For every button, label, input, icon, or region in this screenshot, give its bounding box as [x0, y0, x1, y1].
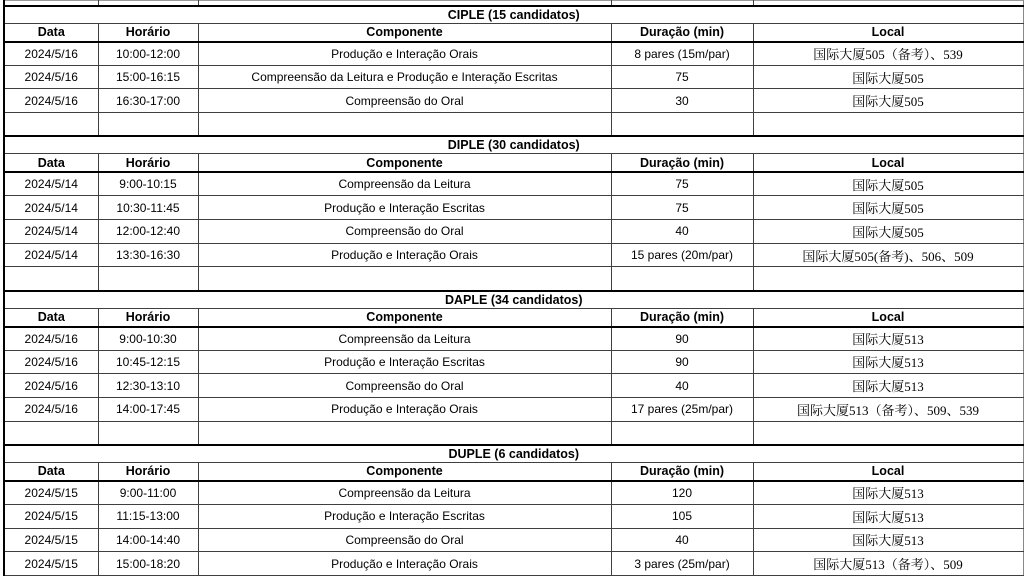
- cell-data: [4, 267, 98, 291]
- cell-horario: 12:00-12:40: [98, 220, 198, 244]
- section-title: DIPLE (30 candidatos): [4, 136, 1023, 153]
- cell-horario: [98, 267, 198, 291]
- column-header-horario: Horário: [98, 23, 198, 42]
- cell-data: 2024/5/16: [4, 327, 98, 351]
- cell-data: 2024/5/14: [4, 220, 98, 244]
- column-header-local: Local: [753, 462, 1023, 481]
- column-header-data: Data: [4, 308, 98, 327]
- column-header-componente: Componente: [198, 154, 611, 173]
- section-title: CIPLE (15 candidatos): [4, 6, 1023, 23]
- cell-local: 国际大厦513: [753, 481, 1023, 505]
- cell-componente: Compreensão do Oral: [198, 89, 611, 113]
- table-row: [4, 65, 1023, 89]
- cell-horario: 9:00-11:00: [98, 481, 198, 505]
- cell-componente: Produção e Interação Orais: [198, 552, 611, 576]
- cell-data: 2024/5/16: [4, 374, 98, 398]
- cell-local: 国际大厦505: [753, 220, 1023, 244]
- cell-componente: Compreensão do Oral: [198, 220, 611, 244]
- cell-duracao: 3 pares (25m/par): [611, 552, 753, 576]
- table-row: [4, 397, 1023, 421]
- cell-componente: Compreensão da Leitura: [198, 481, 611, 505]
- cell-duracao: 75: [611, 65, 753, 89]
- cell-duracao: 30: [611, 89, 753, 113]
- cell-duracao: 40: [611, 220, 753, 244]
- column-header-local: Local: [753, 23, 1023, 42]
- header-row: [4, 23, 1023, 42]
- table-row: [4, 113, 1023, 137]
- cell-componente: Compreensão do Oral: [198, 374, 611, 398]
- cell-horario: 13:30-16:30: [98, 243, 198, 267]
- cell-duracao: 40: [611, 528, 753, 552]
- cell-local: 国际大厦513（备考）、509: [753, 552, 1023, 576]
- cell-duracao: 105: [611, 504, 753, 528]
- column-header-local: Local: [753, 154, 1023, 173]
- cell-componente: Compreensão do Oral: [198, 528, 611, 552]
- cell-local: 国际大厦513: [753, 327, 1023, 351]
- cell-duracao: 120: [611, 481, 753, 505]
- table-row: [4, 196, 1023, 220]
- table-row: [4, 172, 1023, 196]
- section-title-row: [4, 445, 1023, 462]
- cell-horario: 15:00-16:15: [98, 65, 198, 89]
- table-row: [4, 421, 1023, 445]
- cell-duracao: [611, 267, 753, 291]
- section-title: DAPLE (34 candidatos): [4, 291, 1023, 308]
- cell-componente: Produção e Interação Orais: [198, 243, 611, 267]
- table-row: [4, 89, 1023, 113]
- cell-data: 2024/5/15: [4, 481, 98, 505]
- column-header-duracao: Duração (min): [611, 308, 753, 327]
- cell-local: 国际大厦513: [753, 504, 1023, 528]
- cell-local: 国际大厦513: [753, 528, 1023, 552]
- column-header-data: Data: [4, 462, 98, 481]
- cell-local: 国际大厦513（备考）、509、539: [753, 397, 1023, 421]
- column-header-horario: Horário: [98, 154, 198, 173]
- cell-horario: 11:15-13:00: [98, 504, 198, 528]
- section-title-row: [4, 136, 1023, 153]
- cell-local: 国际大厦505(备考)、506、509: [753, 243, 1023, 267]
- cell-duracao: 75: [611, 196, 753, 220]
- cell-componente: [198, 421, 611, 445]
- cell-local: [753, 113, 1023, 137]
- column-header-duracao: Duração (min): [611, 23, 753, 42]
- cell-local: 国际大厦513: [753, 350, 1023, 374]
- cell-duracao: 8 pares (15m/par): [611, 42, 753, 66]
- cell-data: 2024/5/15: [4, 552, 98, 576]
- cell-componente: [198, 113, 611, 137]
- table-row: [4, 267, 1023, 291]
- exam-schedule-table: [3, 0, 1024, 576]
- column-header-componente: Componente: [198, 308, 611, 327]
- cell-duracao: 90: [611, 327, 753, 351]
- cell-duracao: 15 pares (20m/par): [611, 243, 753, 267]
- header-row: [4, 154, 1023, 173]
- cell-data: 2024/5/14: [4, 243, 98, 267]
- section-title-row: [4, 6, 1023, 23]
- table-row: [4, 504, 1023, 528]
- cell-duracao: 40: [611, 374, 753, 398]
- cell-componente: Compreensão da Leitura: [198, 327, 611, 351]
- cell-data: [4, 421, 98, 445]
- section-title: DUPLE (6 candidatos): [4, 445, 1023, 462]
- header-row: [4, 308, 1023, 327]
- cell-horario: [98, 113, 198, 137]
- table-row: [4, 243, 1023, 267]
- cell-componente: Produção e Interação Escritas: [198, 504, 611, 528]
- table-row: [4, 528, 1023, 552]
- header-row: [4, 462, 1023, 481]
- cell-data: 2024/5/15: [4, 528, 98, 552]
- table-row: [4, 220, 1023, 244]
- column-header-duracao: Duração (min): [611, 154, 753, 173]
- column-header-data: Data: [4, 23, 98, 42]
- table-row: [4, 374, 1023, 398]
- column-header-componente: Componente: [198, 23, 611, 42]
- cell-data: 2024/5/14: [4, 172, 98, 196]
- cell-horario: 14:00-14:40: [98, 528, 198, 552]
- cell-duracao: [611, 421, 753, 445]
- cell-data: 2024/5/14: [4, 196, 98, 220]
- cell-local: 国际大厦513: [753, 374, 1023, 398]
- cell-horario: 10:00-12:00: [98, 42, 198, 66]
- table-row: [4, 42, 1023, 66]
- table-row: [4, 552, 1023, 576]
- cell-local: 国际大厦505: [753, 65, 1023, 89]
- cell-horario: 9:00-10:30: [98, 327, 198, 351]
- section-title-row: [4, 291, 1023, 308]
- cell-horario: [98, 421, 198, 445]
- cell-componente: Compreensão da Leitura e Produção e Interação Escritas: [198, 65, 611, 89]
- cell-local: [753, 421, 1023, 445]
- cell-data: 2024/5/16: [4, 89, 98, 113]
- cell-local: 国际大厦505: [753, 196, 1023, 220]
- cell-horario: 10:45-12:15: [98, 350, 198, 374]
- cell-data: 2024/5/16: [4, 65, 98, 89]
- cell-duracao: 90: [611, 350, 753, 374]
- column-header-horario: Horário: [98, 308, 198, 327]
- cell-horario: 12:30-13:10: [98, 374, 198, 398]
- cell-data: 2024/5/16: [4, 350, 98, 374]
- column-header-local: Local: [753, 308, 1023, 327]
- cell-horario: 14:00-17:45: [98, 397, 198, 421]
- cell-local: 国际大厦505（备考）、539: [753, 42, 1023, 66]
- cell-horario: 16:30-17:00: [98, 89, 198, 113]
- schedule-table-body: [4, 1, 1023, 576]
- cell-componente: Produção e Interação Escritas: [198, 196, 611, 220]
- cell-data: 2024/5/16: [4, 397, 98, 421]
- cell-data: [4, 113, 98, 137]
- cell-componente: Produção e Interação Orais: [198, 397, 611, 421]
- cell-duracao: 75: [611, 172, 753, 196]
- cell-componente: Compreensão da Leitura: [198, 172, 611, 196]
- cell-duracao: [611, 113, 753, 137]
- column-header-duracao: Duração (min): [611, 462, 753, 481]
- table-row: [4, 327, 1023, 351]
- cell-horario: 15:00-18:20: [98, 552, 198, 576]
- column-header-horario: Horário: [98, 462, 198, 481]
- column-header-componente: Componente: [198, 462, 611, 481]
- cell-duracao: 17 pares (25m/par): [611, 397, 753, 421]
- table-row: [4, 481, 1023, 505]
- cell-local: [753, 267, 1023, 291]
- cell-horario: 10:30-11:45: [98, 196, 198, 220]
- cell-horario: 9:00-10:15: [98, 172, 198, 196]
- cell-local: 国际大厦505: [753, 172, 1023, 196]
- cell-local: 国际大厦505: [753, 89, 1023, 113]
- column-header-data: Data: [4, 154, 98, 173]
- table-row: [4, 350, 1023, 374]
- cell-componente: Produção e Interação Orais: [198, 42, 611, 66]
- cell-componente: [198, 267, 611, 291]
- cell-data: 2024/5/16: [4, 42, 98, 66]
- cell-componente: Produção e Interação Escritas: [198, 350, 611, 374]
- cell-data: 2024/5/15: [4, 504, 98, 528]
